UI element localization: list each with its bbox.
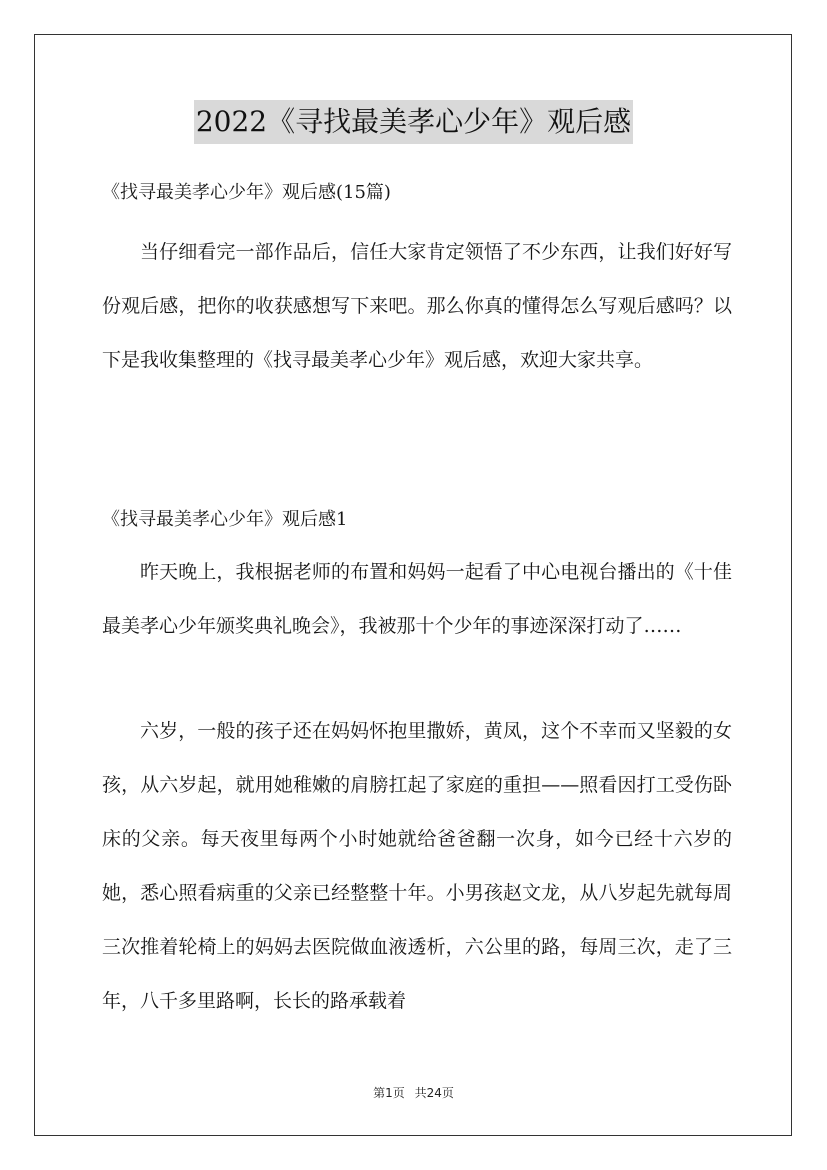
page-total: 共24页 <box>414 1086 454 1100</box>
body-paragraph: 六岁，一般的孩子还在妈妈怀抱里撒娇，黄凤，这个不幸而又坚毅的女孩，从六岁起，就用她稚嫩的肩膀扛起了家庭的重担——照看因打工受伤卧床的父亲。每天夜里每两个小时她就给爸爸翻一次身，如今已经十六岁的她，悉心照看病重的父亲已经整整十年。小男孩赵文龙，从八岁起先就每周三次推着轮椅上的妈妈去医院做血液透析，六公里的路，每周三次，走了三年，八千多里路啊，长长的路承载着 <box>102 720 732 1012</box>
section-body-1 <box>102 545 732 653</box>
title-container <box>0 100 827 144</box>
document-subtitle: 《找寻最美孝心少年》观后感(15篇) <box>102 182 391 203</box>
section-body-2 <box>102 704 732 1028</box>
page-number: 第1页 <box>373 1086 405 1100</box>
intro-section <box>102 225 732 387</box>
section-heading: 《找寻最美孝心少年》观后感1 <box>102 509 348 530</box>
document-title: 2022《寻找最美孝心少年》观后感 <box>194 100 633 144</box>
body-paragraph: 昨天晚上，我根据老师的布置和妈妈一起看了中心电视台播出的《十佳最美孝心少年颁奖典礼晚会》，我被那十个少年的事迹深深打动了…… <box>102 561 732 637</box>
intro-paragraph: 当仔细看完一部作品后，信任大家肯定领悟了不少东西，让我们好好写份观后感，把你的收获感想写下来吧。那么你真的懂得怎么写观后感吗？以下是我收集整理的《找寻最美孝心少年》观后感，欢迎大家共享。 <box>102 241 732 371</box>
page-footer <box>0 1084 827 1101</box>
